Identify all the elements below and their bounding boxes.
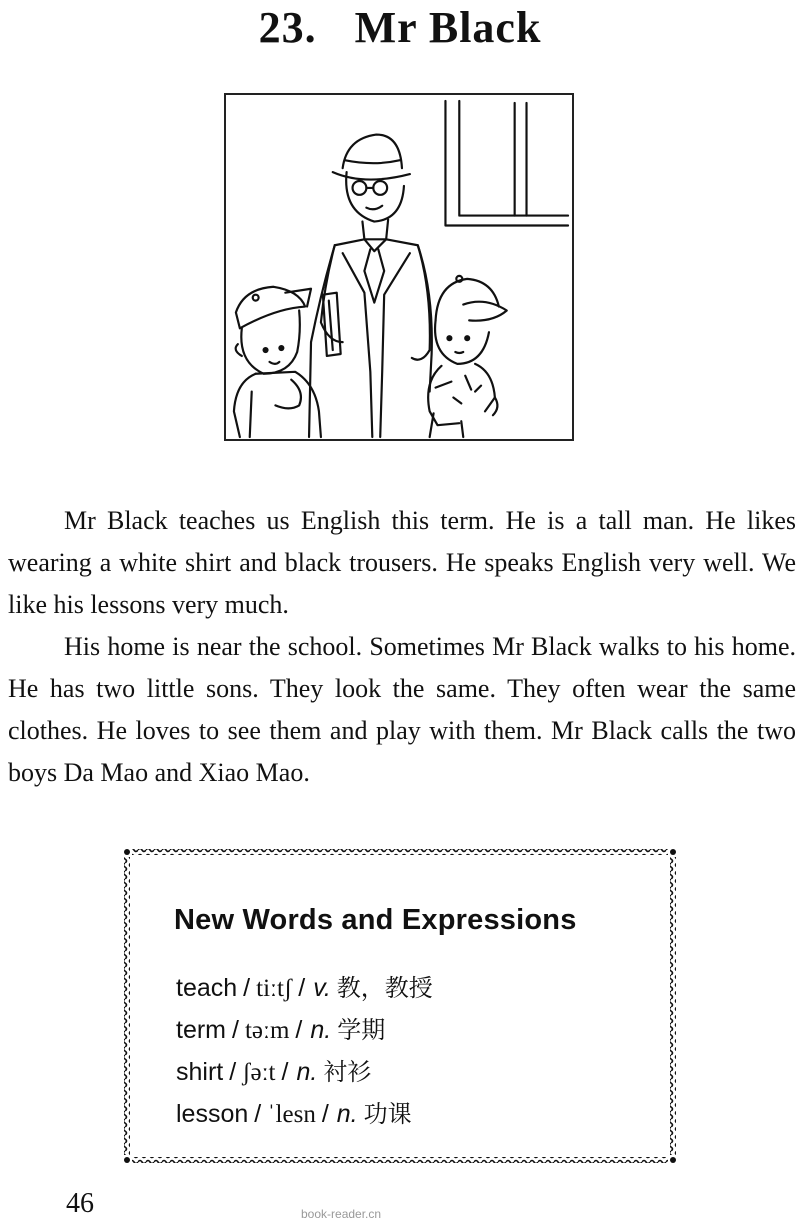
vocabulary-item: teach / tiːtʃ / v. 教，教授 [176, 974, 433, 1002]
vocab-meaning: 功课 [363, 1100, 412, 1128]
vocab-part-of-speech: n. [310, 1016, 332, 1044]
vocab-word: shirt [176, 1058, 224, 1086]
lesson-number: 23. [258, 3, 317, 52]
vocab-meaning: 教，教授 [336, 974, 433, 1002]
vocab-phonetic: ˈlesn [267, 1101, 316, 1128]
new-words-heading: New Words and Expressions [174, 904, 577, 936]
passage-paragraph-1: Mr Black teaches us English this term. He is a tall man. He likes wearing a white shirt and black trousers. He speaks English very well. We like his lessons very much. [8, 506, 796, 619]
vocab-phonetic: ʃəːt [242, 1059, 276, 1086]
vocabulary-item: lesson / ˈlesn / n. 功课 [176, 1100, 412, 1128]
vocab-phonetic: təːm [244, 1017, 290, 1044]
vocab-word: term [176, 1016, 226, 1044]
vocab-part-of-speech: v. [313, 974, 331, 1002]
lesson-illustration [224, 93, 574, 441]
vocab-meaning: 学期 [337, 1016, 386, 1044]
vocab-part-of-speech: n. [336, 1100, 358, 1128]
lesson-title-text: Mr Black [354, 3, 542, 52]
vocab-part-of-speech: n. [296, 1058, 318, 1086]
vocabulary-item: term / təːm / n. 学期 [176, 1016, 386, 1044]
passage-paragraph-2: His home is near the school. Sometimes Mr Black walks to his home. He has two little sons. They look the same. They often wear the same clothes. He loves to see them and play with them. Mr Black calls the two boys Da Mao and Xiao Mao. [8, 632, 796, 787]
lesson-title [0, 2, 800, 53]
vocab-word: teach [176, 974, 238, 1002]
page-number: 46 [66, 1188, 94, 1219]
vocabulary-item: shirt / ʃəːt / n. 衬衫 [176, 1058, 372, 1086]
watermark: book-reader.cn [301, 1207, 382, 1221]
teacher-with-two-boys-illustration [226, 95, 572, 439]
reading-passage [8, 500, 796, 794]
vocab-phonetic: tiːtʃ [256, 975, 293, 1002]
new-words-box [122, 847, 678, 1165]
vocab-word: lesson [176, 1100, 249, 1128]
vocab-meaning: 衬衫 [323, 1058, 372, 1086]
vocabulary-list [176, 967, 433, 1135]
